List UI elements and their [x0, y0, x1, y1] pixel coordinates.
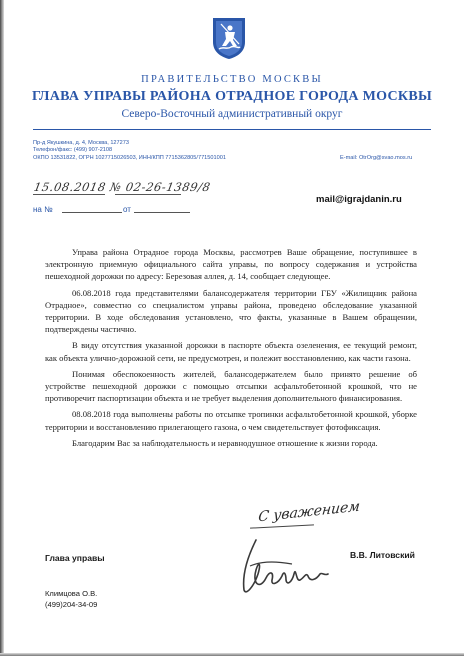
- codes-line: ОКПО 13531822, ОГРН 1027715026503, ИНН/КПП 7715362805/771501001: [33, 154, 226, 161]
- letterhead-email: E-mail: OtrOrg@svao.mos.ru: [340, 155, 413, 161]
- ot-label: от: [123, 205, 131, 214]
- ot-underline: [134, 212, 190, 213]
- government-title: ПРАВИТЕЛЬСТВО МОСКВЫ: [141, 74, 323, 85]
- head-of-district-title: ГЛАВА УПРАВЫ РАЙОНА ОТРАДНОЕ ГОРОДА МОСКВЫ: [31, 89, 433, 104]
- na-underline: [62, 212, 122, 213]
- signer-name: В.В. Литовский: [350, 550, 415, 560]
- recipient-email: mail@igrajdanin.ru: [316, 194, 402, 205]
- letterhead-divider: [33, 129, 431, 130]
- number-underline: [115, 194, 181, 195]
- letter-body: [45, 246, 417, 453]
- paragraph: Управа района Отрадное города Москвы, рассмотрев Ваше обращение, поступившее в электронную приемную официального сайта управы, по вопросу содержания и устройства пешеходной дорожки по адресу: Березовая аллея, д. 14, сообщает следующее.: [45, 247, 417, 282]
- moscow-coat-of-arms-icon: [211, 16, 247, 60]
- paragraph: 08.08.2018 года выполнены работы по отсыпке тропинки асфальтобетонной крошкой, уборке территории и восстановлению прилегающего газона, о чем свидетельствует фотофиксация.: [45, 409, 417, 432]
- phone-line: Телефон/факс: (499) 907-2108: [33, 147, 113, 154]
- paragraph: 06.08.2018 года представителями балансодержателя территории ГБУ «Жилищник района Отрадное», совместно со специалистом управы района, проведено обследование указанной территории. В ходе обследования установлено, что факты, указанные в Вашем обращении, подтверждены частично.: [45, 287, 417, 335]
- signature-image: [234, 536, 332, 598]
- date-underline: [33, 194, 105, 195]
- handwritten-regards: С уважением: [257, 498, 361, 526]
- na-label: на №: [33, 205, 53, 214]
- paragraph: В виду отсутствия указанной дорожки в паспорте объекта озеленения, ее текущий ремонт, как объекта улично-дорожной сети, не предусмотрен, и полежит восстановлению, как части газона.: [45, 340, 417, 363]
- registration-date-number: 15.08.2018 № 02-26-1389/8: [32, 180, 212, 194]
- address-line: Пр-д Якушкина, д. 4, Москва, 127273: [33, 140, 129, 146]
- okrug-title: Северо-Восточный административный округ: [121, 108, 343, 120]
- paragraph: Благодарим Вас за наблюдательность и неравнодушное отношение к жизни города.: [72, 437, 378, 448]
- executor-contact: [45, 588, 97, 610]
- executor-name: Климцова О.В.: [45, 589, 98, 598]
- signer-title: Глава управы: [45, 553, 105, 563]
- letterhead-contacts: [33, 140, 226, 162]
- executor-phone: (499)204-34-09: [45, 600, 98, 609]
- paragraph: Понимая обеспокоенность жителей, балансодержателем было принято решение об устройстве пешеходной дорожки с помощью отсыпки асфальтобетонной крошкой, что не противоречит паспортизации объекта и не требует выделения дополнительного финансирования.: [45, 368, 417, 404]
